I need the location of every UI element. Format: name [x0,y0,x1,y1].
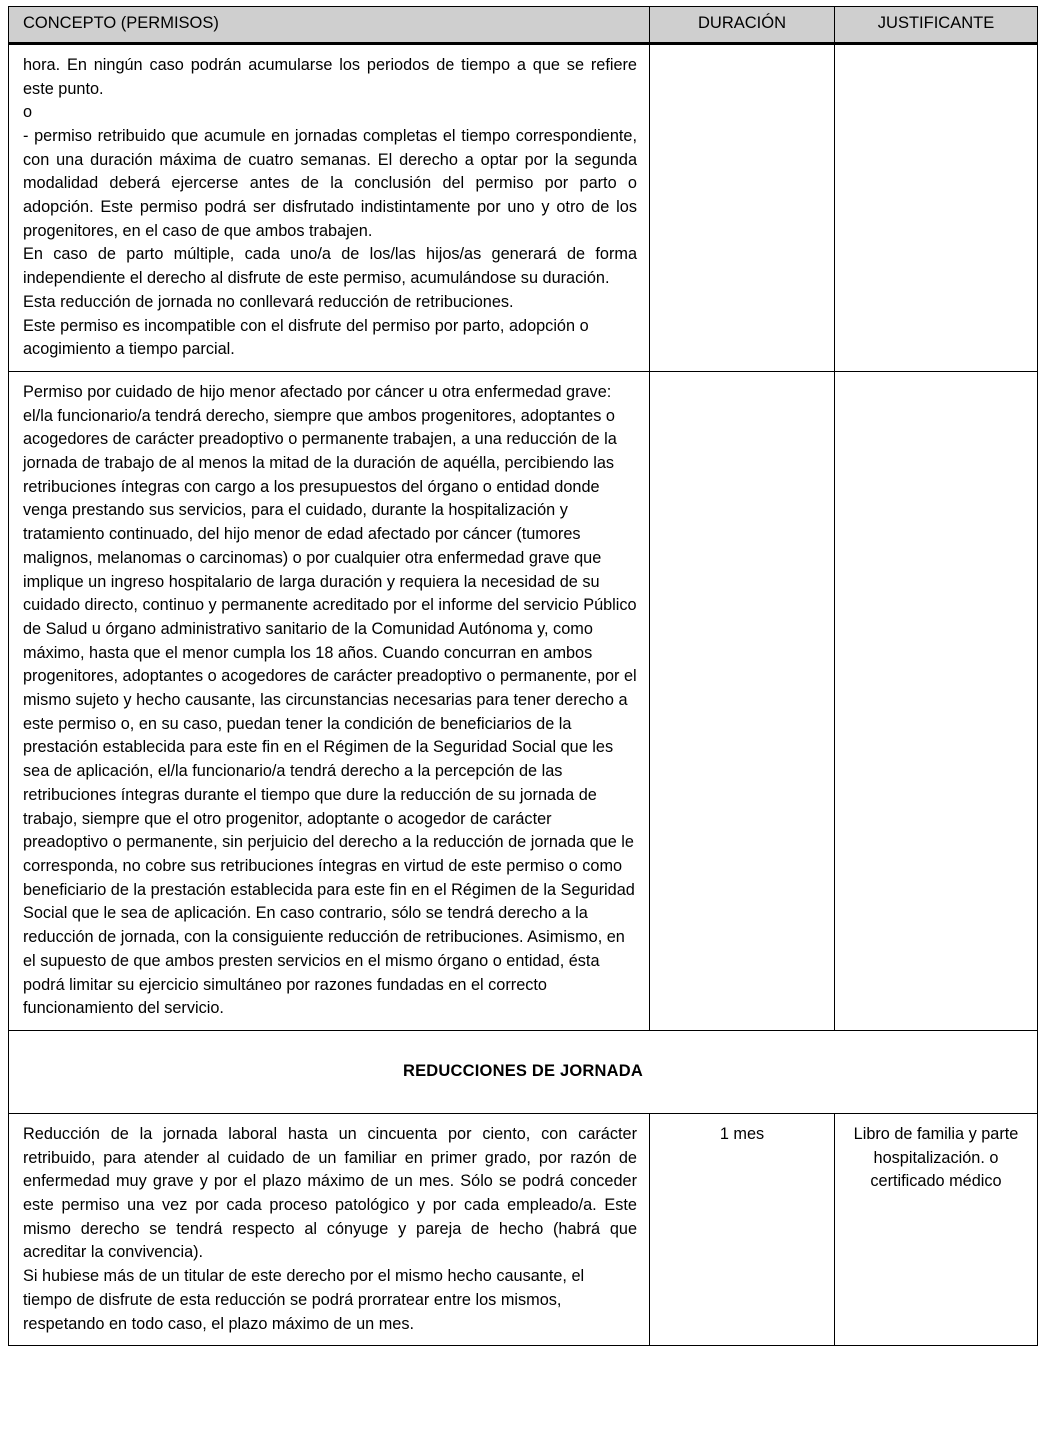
cell-concepto [9,43,650,371]
cell-justificante [835,1113,1038,1345]
paragraph: Reducción de la jornada laboral hasta un cincuenta por ciento, con carácter retribuido, para atender al cuidado de un familiar en primer grado, por razón de enfermedad muy grave y por el plazo máximo de un mes. Sólo se podrá conceder este permiso una vez por cada proceso patológico y por cada empleado/a. Este mismo derecho se tendrá respecto al cónyuge y pareja de hecho (habrá que acreditar la convivencia). [23,1124,637,1262]
paragraph: Este permiso es incompatible con el disfrute del permiso por parto, adopción o acogimiento a tiempo parcial. [23,316,589,359]
table-row [9,1113,1038,1345]
column-header-duracion: DURACIÓN [650,7,835,44]
permisos-table [8,6,1038,1346]
justificante-value: Libro de familia y parte hospitalización. o certificado médico [853,1124,1019,1191]
section-title: REDUCCIONES DE JORNADA [9,1030,1038,1113]
cell-concepto [9,1113,650,1345]
paragraph: Si hubiese más de un titular de este derecho por el mismo hecho causante, el tiempo de disfrute de esta reducción se podrá prorratear entre los mismos, respetando en todo caso, el plazo máximo de un mes. [23,1267,585,1333]
paragraph: Permiso por cuidado de hijo menor afectado por cáncer u otra enfermedad grave: el/la funcionario/a tendrá derecho, siempre que ambos progenitores, adoptantes o acogedores de carácter preadoptivo o permanente trabajen, a una reducción de la jornada de trabajo de al menos la mitad de la duración de aquélla, percibiendo las retribuciones íntegras con cargo a los presupuestos del órgano o entidad donde venga prestando sus servicios, para el cuidado, durante la hospitalización y tratamiento continuado, del hijo menor de edad afectado por cáncer (tumores malignos, melanomas o carcinomas) o por cualquier otra enfermedad grave que implique un ingreso hospitalario de larga duración y requiera la necesidad de su cuidado directo, continuo y permanente acreditado por el informe del servicio Público de Salud u órgano administrativo sanitario de la Comunidad Autónoma y, como máximo, hasta que el menor cumpla los 18 años. Cuando concurran en ambos progenitores, adoptantes o acogedores de carácter preadoptivo o permanente, por el mismo sujeto y hecho causante, las circunstancias necesarias para tener derecho a este permiso o, en su caso, puedan tener la condición de beneficiarios de la prestación establecida para este fin en el Régimen de la Seguridad Social que les sea de aplicación, el/la funcionario/a tendrá derecho a la percepción de las retribuciones íntegras durante el tiempo que dure la reducción de su jornada de trabajo, siempre que el otro progenitor, adoptante o acogedor de carácter preadoptivo o permanente, sin perjuicio del derecho a la reducción de jornada que le corresponda, no cobre sus retribuciones íntegras en virtud de este permiso o como beneficiario de la prestación establecida para este fin en el Régimen de la Seguridad Social que le sea de aplicación. En caso contrario, sólo se tendrá derecho a la reducción de jornada, con la consiguiente reducción de retribuciones. Asimismo, en el supuesto de que ambos presten servicios en el mismo órgano o entidad, ésta podrá limitar su ejercicio simultáneo por razones fundadas en el correcto funcionamiento del servicio. [23,382,637,1018]
table-header [9,7,1038,44]
paragraph: En caso de parto múltiple, cada uno/a de los/las hijos/as generará de forma independiente el derecho al disfrute de este permiso, acumulándose su duración. [23,245,637,288]
paragraph: o [23,103,33,122]
column-header-concepto: CONCEPTO (PERMISOS) [9,7,650,44]
table-row [9,371,1038,1030]
table-body [9,43,1038,1345]
cell-justificante [835,371,1038,1030]
cell-duracion [650,371,835,1030]
table-row [9,43,1038,371]
paragraph: - permiso retribuido que acumule en jornadas completas el tiempo correspondiente, con una duración máxima de cuatro semanas. El derecho a optar por la segunda modalidad deberá ejercerse antes de la conclusión del permiso por parto o adopción. Este permiso podrá ser disfrutado indistintamente por uno y otro de los progenitores, en el caso de que ambos trabajen. [23,126,637,240]
paragraph: Esta reducción de jornada no conllevará reducción de retribuciones. [23,292,514,311]
duracion-value: 1 mes [719,1124,765,1143]
table-header-row [9,7,1038,44]
column-header-justificante: JUSTIFICANTE [835,7,1038,44]
table-section-row [9,1030,1038,1113]
cell-justificante [835,43,1038,371]
cell-duracion [650,43,835,371]
cell-concepto [9,371,650,1030]
cell-duracion [650,1113,835,1345]
paragraph: hora. En ningún caso podrán acumularse los periodos de tiempo a que se refiere este punto. [23,55,637,98]
